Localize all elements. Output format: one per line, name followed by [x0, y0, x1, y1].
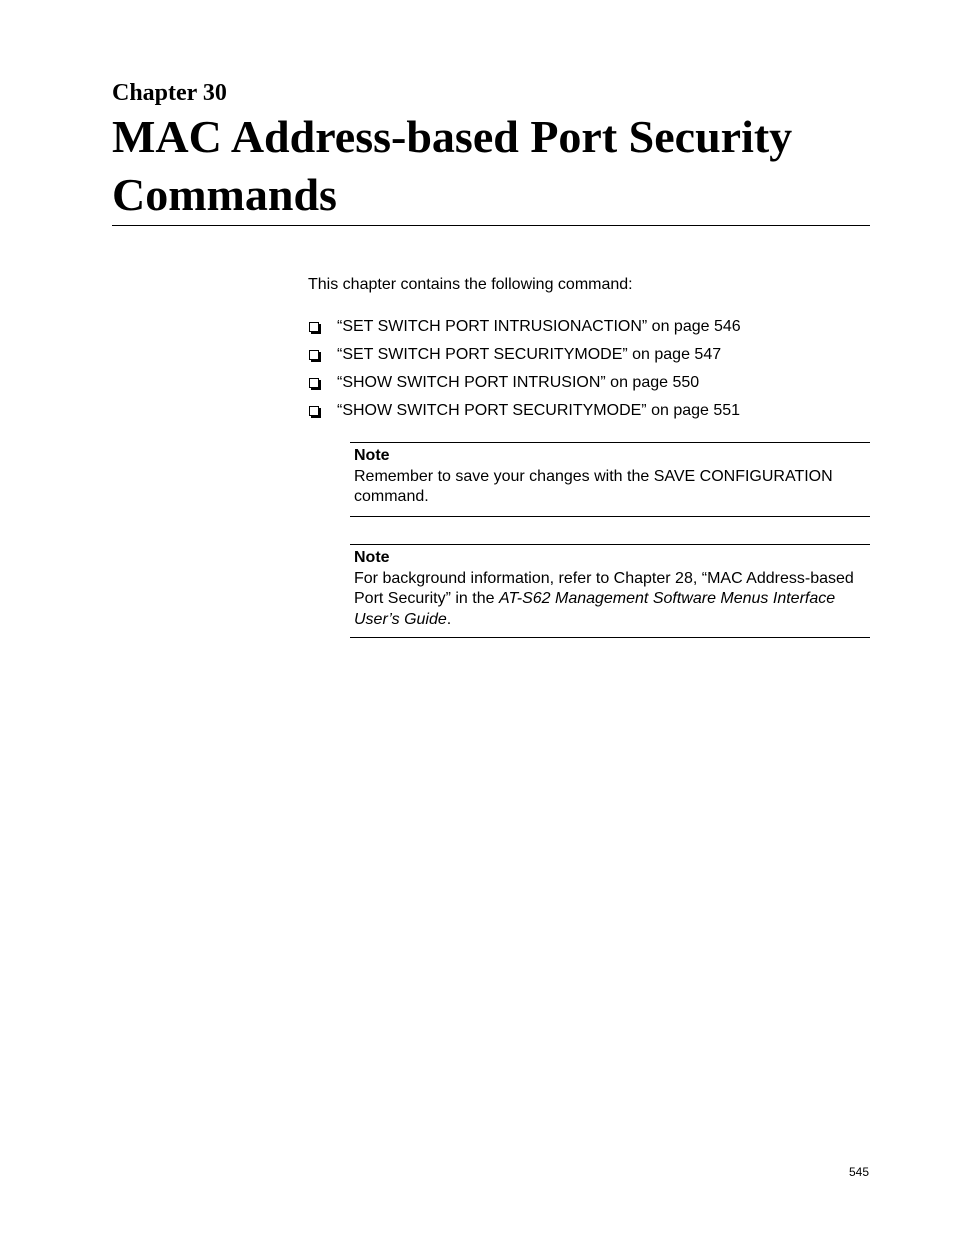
command-list-item	[308, 369, 741, 397]
chapter-label: Chapter 30	[112, 80, 227, 106]
page-title-line-1: MAC Address-based Port Security	[112, 111, 793, 162]
note-text-part: For background information, refer to Chapter 28, “MAC Address-based Port Security” in the	[354, 569, 854, 607]
guide-title: AT-S62 Management Software Menus Interface User’s Guide	[354, 590, 836, 628]
checkbox-bullet-icon	[309, 406, 319, 416]
command-list-item	[308, 397, 741, 425]
title-divider	[112, 225, 870, 226]
note-text: Remember to save your changes with the SAVE CONFIGURATION command.	[354, 467, 833, 505]
intro-text: This chapter contains the following command:	[308, 276, 633, 293]
note-text	[354, 569, 870, 631]
note-background-info	[350, 544, 870, 638]
checkbox-bullet-icon	[309, 322, 319, 332]
checkbox-bullet-icon	[309, 378, 319, 388]
command-link[interactable]: “SHOW SWITCH PORT SECURITYMODE” on page 551	[337, 402, 741, 419]
command-list-item	[308, 313, 741, 341]
command-link[interactable]: “SET SWITCH PORT SECURITYMODE” on page 547	[337, 346, 722, 363]
command-link[interactable]: “SET SWITCH PORT INTRUSIONACTION” on page 546	[337, 318, 741, 335]
checkbox-bullet-icon	[309, 350, 319, 360]
page-number: 545	[848, 1165, 869, 1179]
page-title	[112, 108, 872, 224]
note-heading: Note	[354, 447, 390, 464]
command-list	[308, 313, 741, 425]
command-link[interactable]: “SHOW SWITCH PORT INTRUSION” on page 550	[337, 374, 700, 391]
note-text-part: .	[446, 610, 452, 628]
command-list-item	[308, 341, 741, 369]
note-heading: Note	[354, 549, 390, 566]
note-save-config	[350, 442, 870, 517]
page-title-line-2: Commands	[112, 169, 337, 220]
